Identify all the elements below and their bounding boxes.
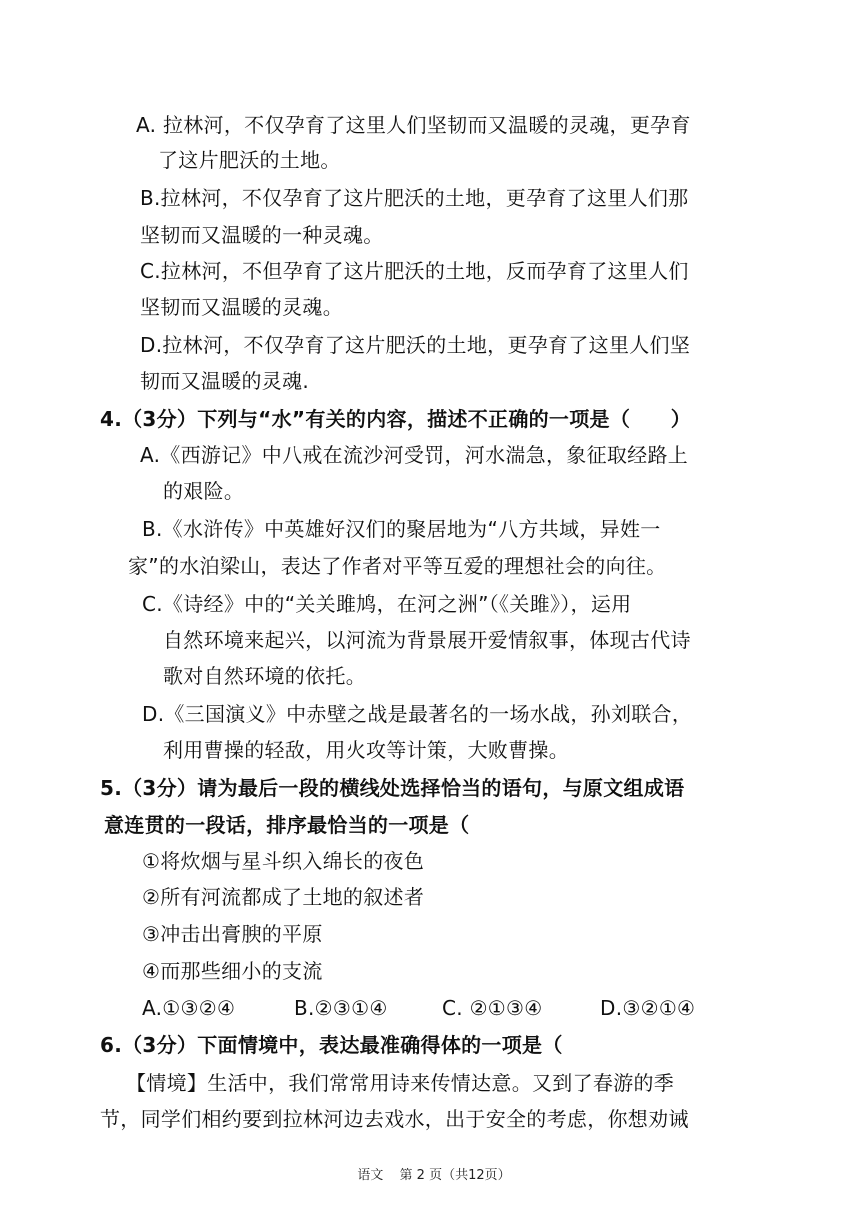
q5-item-2: ②所有河流都成了土地的叙述者 [142,885,425,909]
q5-item-1: ①将炊烟与星斗织入绵长的夜色 [142,849,425,873]
q5-choice-a: A.①③②④ [142,996,236,1020]
q6-context-line1: 【情境】生活中，我们常常用诗来传情达意。又到了春游的季 [126,1071,675,1095]
q3-option-a-line2: 了这片肥沃的土地。 [158,148,341,172]
page-footer [0,1164,868,1183]
q5-stem-line1: 5.（3分）请为最后一段的横线处选择恰当的语句，与原文组成语 [100,776,685,800]
q3-option-d-line1: D.拉林河，不仅孕育了这片肥沃的土地，更孕育了这里人们坚 [140,333,691,357]
q4-stem: 4.（3分）下列与“水”有关的内容，描述不正确的一项是（ ） [100,407,692,431]
q3-option-b-line1: B.拉林河，不仅孕育了这片肥沃的土地，更孕育了这里人们那 [140,186,689,210]
q4-option-c-line2: 自然环境来起兴，以河流为背景展开爱情叙事，体现古代诗 [163,628,691,652]
footer-subject: 语文 [357,1168,384,1183]
q5-choice-c: C. ②①③④ [442,996,543,1020]
footer-page-number: 第 2 页（共12页） [399,1168,511,1183]
q3-option-a-line1: A. 拉林河，不仅孕育了这里人们坚韧而又温暖的灵魂，更孕育 [136,113,691,137]
q4-option-d-line2: 利用曹操的轻敌，用火攻等计策，大败曹操。 [163,738,569,762]
q5-item-4: ④而那些细小的支流 [142,959,323,983]
q4-option-a-line1: A.《西游记》中八戒在流沙河受罚，河水湍急，象征取经路上 [140,443,689,467]
q5-stem-line2: 意连贯的一段话，排序最恰当的一项是（ [104,813,470,837]
q6-stem: 6.（3分）下面情境中，表达最准确得体的一项是（ [100,1033,563,1057]
q5-choice-d: D.③②①④ [600,996,696,1020]
q5-choice-b: B.②③①④ [294,996,388,1020]
q4-option-b-line2: 家”的水泊梁山，表达了作者对平等互爱的理想社会的向往。 [128,554,667,578]
q3-option-b-line2: 坚韧而又温暖的一种灵魂。 [140,223,384,247]
q5-item-3: ③冲击出膏腴的平原 [142,922,323,946]
q4-option-d-line1: D.《三国演义》中赤壁之战是最著名的一场水战，孙刘联合， [142,702,693,726]
q4-option-c-line3: 歌对自然环境的依托。 [163,664,366,688]
q3-option-c-line1: C.拉林河，不但孕育了这片肥沃的土地，反而孕育了这里人们 [140,259,689,283]
q3-option-c-line2: 坚韧而又温暖的灵魂。 [140,295,343,319]
q4-option-b-line1: B.《水浒传》中英雄好汉们的聚居地为“八方共域，异姓一 [142,517,661,541]
q4-option-a-line2: 的艰险。 [163,479,245,503]
q6-context-line2: 节，同学们相约要到拉林河边去戏水，出于安全的考虑，你想劝诫 [100,1107,689,1131]
q4-option-c-line1: C.《诗经》中的“关关雎鸠，在河之洲”（《关雎》），运用 [142,592,632,616]
q3-option-d-line2: 韧而又温暖的灵魂. [140,369,310,393]
